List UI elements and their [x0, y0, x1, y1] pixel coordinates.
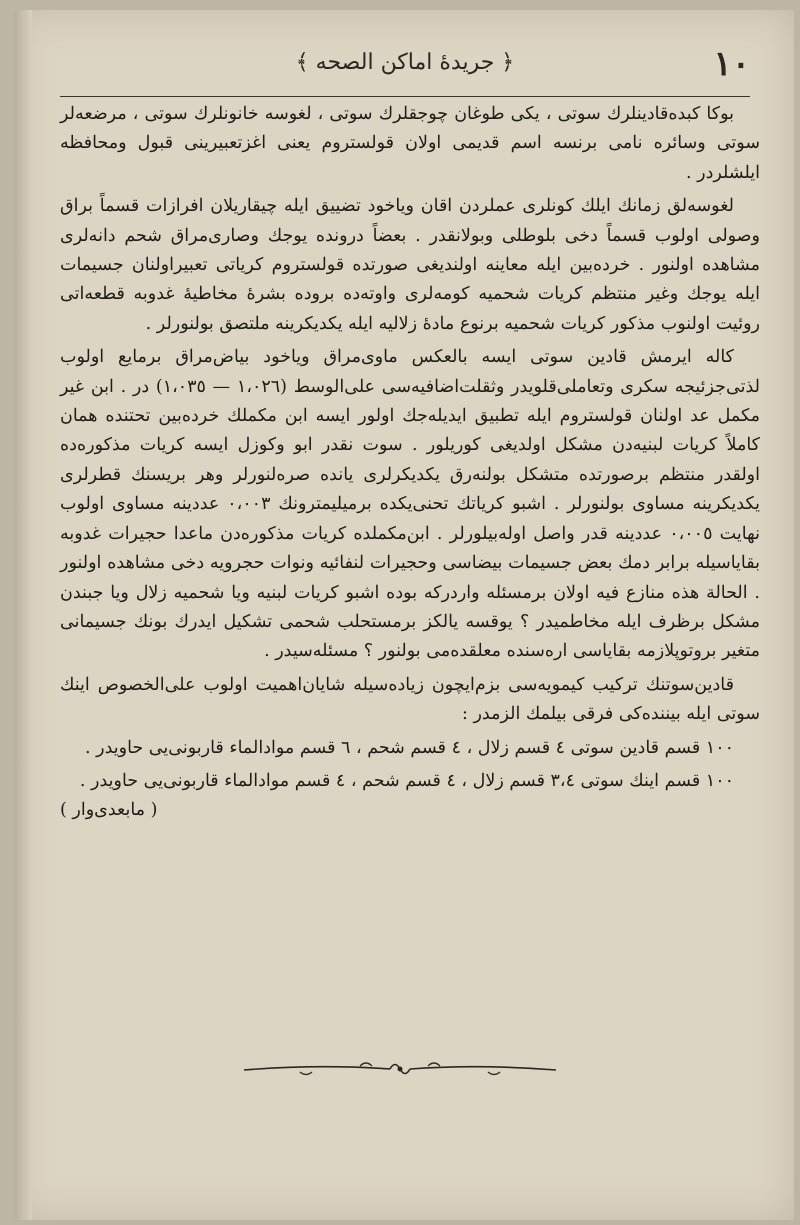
ornamental-divider — [240, 1056, 560, 1080]
page-number: ١٠ — [713, 44, 750, 84]
article-body — [60, 100, 760, 826]
paragraph-mature-milk: كاله ايرمش قادين سوتى ايسه بالعكس ماوى‌مراق وياخود بياض‌مراق برمايع اولوب لذتى‌جزئيجه سكرى وتعاملى‌قلويدر وثقلت‌اضافيه‌سى على‌الوسط (١،٠٢٦ — ١،٠٣٥) در . ابن غير مكمل عد اولنان قولستروم ايله تطبيق ايديله‌جك اولور ايسه ابن مكملك خرده‌بين تحتنده همان كاملاً كريات لبنيه‌دن مشكل اولديغى كوريلور . سوت نقدر ابو وكوزل ايسه كريات مذكوره‌ده اولقدر منتظم برصورتده متشكل بولنه‌رق يكديكرلرى يانده صره‌لنورلر وهر بريسنك قطرلرى يكديكرينه مساوى بولنورلر . اشبو كرياتك تحنى‌يكده برميليمترونك ٠،٠٠٣ عددينه مساوى اولوب نهايت ٠،٠٠٥ عددينه قدر واصل اوله‌بيلورلر . ابن‌مكملده كريات مذكوره‌دن ماعدا حجيرات غدوبه بقاياسيله برابر دمك بعض جسيمات بيضاسى وحجيرات لنفائيه ونوات حجرويه دخى مشاهده اولنور . الحالة هذه منازع فيه اولان برمسئله واردركه بوده اشبو كريات لبنيه ويا شحميه زلال ويا جبندن مشكل برظرف ايله مخاطميدر ؟ يوقسه يالكز برمستحلب شحمى تشكيل ايدرك بونك جسيمانى متغير بروتوپلازمه بقاياسى ارەسنده معلقدەمى بولنور ؟ مسئله‌سيدر . — [60, 347, 760, 662]
paragraph-colostrum-names: بوكا كبده‌قادينلرك سوتى ، يكى طوغان چوجقلرك سوتى ، لغوسه خانونلرك سوتى ، مرضعه‌لر سوتى وسائره نامى برنسه اسم قديمى اولان قولستروم يعنى اغزتعبيرينى قبول ومحافظه ايلشلردر . — [60, 104, 760, 183]
formula-cow-milk: ١٠٠ قسم اينك سوتى ٣،٤ قسم زلال ، ٤ قسم شحم ، ٤ قسم موادالماء قاربونى‌يى حاويدر . — [79, 770, 734, 791]
page-spine-shadow — [14, 10, 32, 1220]
to-be-continued-note: ( مابعدى‌وار ) — [60, 800, 158, 821]
running-title: ﴿ جريدهٔ اماكن الصحه ﴾ — [295, 50, 515, 75]
paragraph-chemical-composition: قادين‌سوتنك تركيب كيمويه‌سى بزم‌ايچون زياده‌سيله شايان‌اهميت اولوب على‌الخصوص اينك سوتى ايله بيننده‌كى فرقى بيلمك الزمدر : — [60, 674, 760, 725]
paragraph-colostrum-description: لغوسه‌لق زمانك ايلك كونلرى عملردن اقان وياخود تضييق ايله چيقاريلان افرازات قسماً براق وصولى اولوب قسماً دخى بلوطلى وبولانقدر . بعضاً درونده يوجك وصارى‌مراق شحم دانه‌لرى مشاهده اولنور . خرده‌بين ايله معاينه اولنديغى صورتده قولستروم كرياتى تعبيراولنان جسيمات ايله يوجك وغير منتظم كريات شحميه كومه‌لرى واوته‌ده بروده بشرهٔ مخاطيهٔ غدوبه قطعه‌اتى روئيت اولنوب مذكور كريات شحميه برنوع مادهٔ زلاليه ايله يكديكرينه ملتصق بولنورلر . — [60, 196, 760, 334]
header-rule — [60, 96, 750, 97]
formula-human-milk: ١٠٠ قسم قادين سوتى ٤ قسم زلال ، ٤ قسم شحم ، ٦ قسم موادالماء قاربونى‌يى حاويدر . — [85, 737, 734, 758]
page-header — [60, 44, 750, 94]
